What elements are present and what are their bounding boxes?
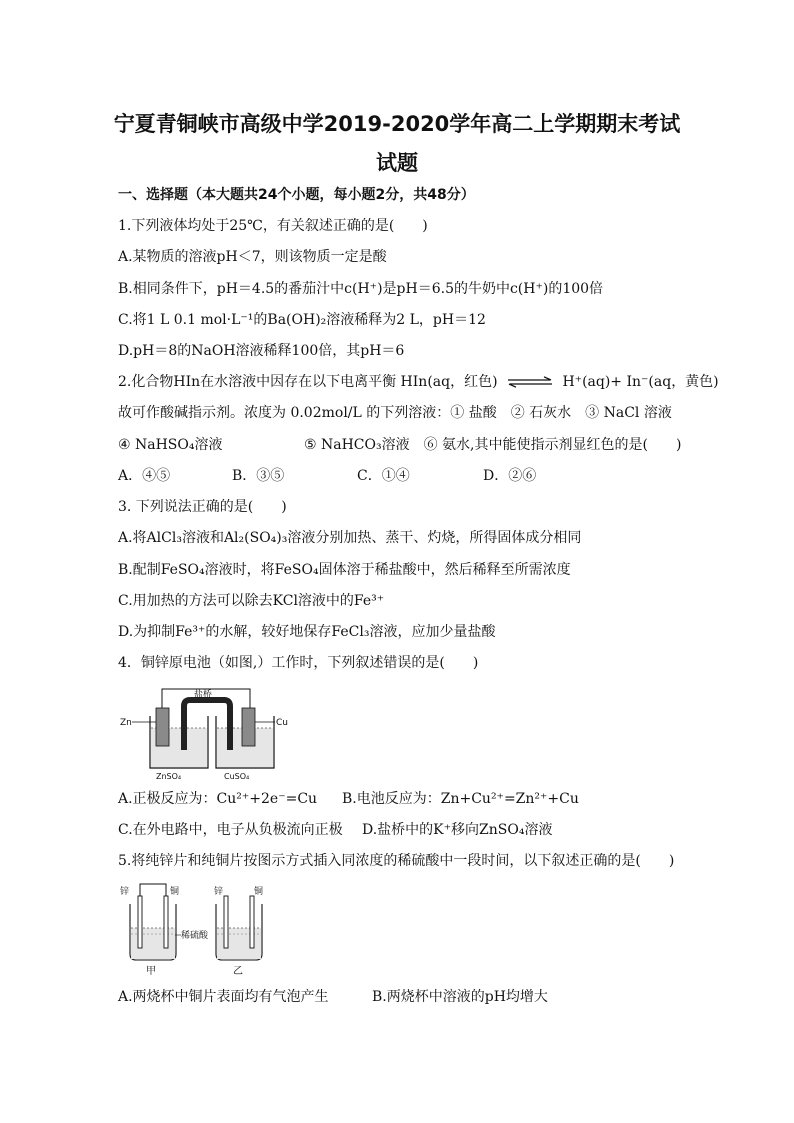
q4-option-b: B.电池反应为：Zn+Cu²⁺=Zn²⁺+Cu bbox=[342, 791, 579, 807]
q3-option-b: B.配制FeSO₄溶液时，将FeSO₄固体溶于稀盐酸中，然后稀释至所需浓度 bbox=[118, 562, 571, 578]
salt-bridge-label: 盐桥 bbox=[194, 690, 213, 700]
q3-option-c: C.用加热的方法可以除去KCl溶液中的Fe³⁺ bbox=[118, 593, 385, 609]
q4-option-d: D.盐桥中的K⁺移向ZnSO₄溶液 bbox=[362, 822, 553, 838]
cuso4-label: CuSO₄ bbox=[224, 772, 250, 780]
q2-stem-line1 bbox=[118, 373, 719, 391]
q5-stem: 5.将纯锌片和纯铜片按图示方式插入同浓度的稀硫酸中一段时间，以下叙述正确的是( ) bbox=[118, 853, 675, 869]
q2-item-4: ④ NaHSO₄溶液 bbox=[118, 437, 223, 453]
q3-stem: 3. 下列说法正确的是( ) bbox=[118, 499, 287, 515]
q2-stem-line2: 故可作酸碱指示剂。浓度为 0.02mol/L 的下列溶液：① 盐酸 ② 石灰水 ③ NaCl 溶液 bbox=[118, 405, 672, 421]
q1-option-a: A.某物质的溶液pH＜7，则该物质一定是酸 bbox=[118, 249, 387, 265]
q2-option-d: D．②⑥ bbox=[483, 468, 537, 484]
galvanic-cell-figure bbox=[118, 684, 298, 780]
beaker-yi-label: 乙 bbox=[233, 966, 243, 977]
q2-stem-part2: H⁺(aq)+ In⁻(aq，黄色) bbox=[562, 374, 719, 390]
zinc-label-jia: 锌 bbox=[120, 887, 130, 897]
q2-option-c: C．①④ bbox=[357, 468, 410, 484]
q4-option-c: C.在外电路中，电子从负极流向正极 bbox=[118, 822, 343, 838]
copper-label-yi: 铜 bbox=[254, 887, 264, 897]
copper-label-jia: 铜 bbox=[170, 887, 180, 897]
q2-option-b: B．③⑤ bbox=[232, 468, 285, 484]
section-heading: 一、选择题（本大题共24个小题，每小题2分，共48分） bbox=[118, 187, 475, 203]
cu-label: Cu bbox=[276, 718, 288, 728]
q2-stem-line3 bbox=[118, 436, 681, 454]
q2-item-5-6: ⑤ NaHCO₃溶液 ⑥ 氨水,其中能使指示剂显红色的是( ) bbox=[304, 437, 682, 453]
equilibrium-arrow-icon bbox=[506, 376, 554, 388]
q4-stem: 4．铜锌原电池（如图,）工作时，下列叙述错误的是( ) bbox=[118, 655, 479, 671]
page-title-line2: 试题 bbox=[376, 151, 418, 175]
zinc-copper-beakers-figure bbox=[118, 882, 278, 978]
q1-option-d: D.pH＝8的NaOH溶液稀释100倍，其pH＝6 bbox=[118, 343, 405, 359]
zinc-label-yi: 锌 bbox=[214, 887, 224, 897]
q3-option-d: D.为抑制Fe³⁺的水解，较好地保存FeCl₃溶液，应加少量盐酸 bbox=[118, 624, 496, 640]
beaker-jia-label: 甲 bbox=[146, 966, 156, 977]
q3-option-a: A.将AlCl₃溶液和Al₂(SO₄)₃溶液分别加热、蒸干、灼烧，所得固体成分相同 bbox=[118, 530, 582, 546]
znso4-label: ZnSO₄ bbox=[156, 772, 182, 780]
q5-option-b: B.两烧杯中溶液的pH均增大 bbox=[372, 989, 548, 1005]
q1-option-b: B.相同条件下，pH＝4.5的番茄汁中c(H⁺)是pH＝6.5的牛奶中c(H⁺)的100倍 bbox=[118, 281, 604, 297]
page-title: 宁夏青铜峡市高级中学2019-2020学年高二上学期期末考试 bbox=[113, 112, 681, 136]
q2-stem-part1: 2.化合物HIn在水溶液中因存在以下电离平衡 HIn(aq，红色) bbox=[118, 374, 498, 390]
q1-option-c: C.将1 L 0.1 mol·L⁻¹的Ba(OH)₂溶液稀释为2 L，pH＝12 bbox=[118, 312, 486, 328]
q1-stem: 1.下列液体均处于25℃，有关叙述正确的是( ) bbox=[118, 218, 428, 234]
zn-label: Zn bbox=[120, 718, 132, 728]
dilute-acid-label: 稀硫酸 bbox=[181, 931, 209, 941]
q2-option-a: A．④⑤ bbox=[118, 468, 171, 484]
q5-option-a: A.两烧杯中铜片表面均有气泡产生 bbox=[118, 989, 329, 1005]
q4-option-a: A.正极反应为：Cu²⁺+2e⁻=Cu bbox=[118, 791, 318, 807]
